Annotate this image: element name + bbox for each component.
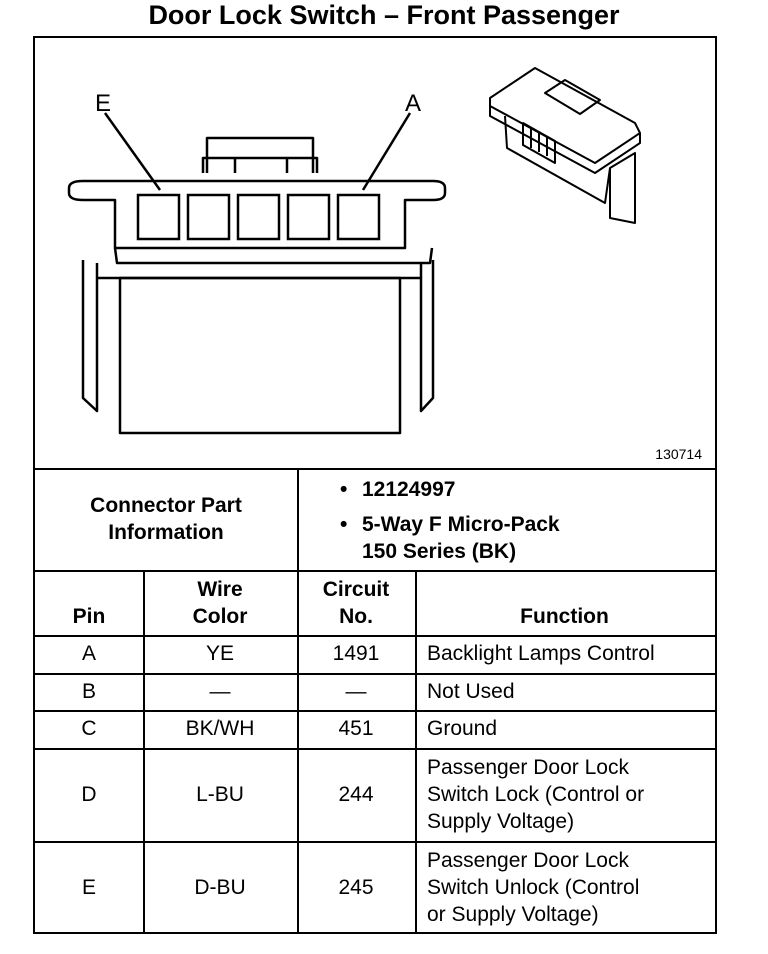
connector-drawing [35, 38, 714, 468]
pin-cavity-d [188, 195, 229, 239]
connector-info-label: Connector Part Information [90, 494, 242, 544]
row-b-wire-color: — [209, 679, 231, 703]
row-e-pin: E [81, 875, 96, 899]
pin-cavity-b [288, 195, 329, 239]
connector-info-item: • 5-Way F Micro-Pack 150 Series (BK) [340, 513, 560, 563]
connector-figure [35, 38, 714, 468]
row-a-wire-color: YE [205, 642, 234, 665]
header-wire-color: Wire Color [192, 577, 248, 628]
header-circuit: Circuit No. [322, 577, 390, 628]
row-d-pin: D [81, 782, 97, 806]
row-d-wire-color: L-BU [196, 782, 244, 806]
connector-info-list [340, 476, 560, 573]
connector-sheet [33, 36, 717, 934]
pin-label-e: E [95, 90, 112, 117]
part-number: 12124997 [362, 478, 456, 501]
pin-cavities [138, 195, 379, 239]
pin-label-a: A [405, 90, 422, 117]
pin-cavity-a [338, 195, 379, 239]
pin-cavity-c [238, 195, 279, 239]
header-function: Function [520, 604, 609, 628]
row-b-function: Not Used [427, 679, 515, 703]
header-pin: Pin [72, 604, 106, 628]
row-e-wire-color: D-BU [194, 875, 246, 899]
page-title: Door Lock Switch – Front Passenger [148, 0, 620, 30]
divider [297, 468, 299, 570]
connector-description: 5-Way F Micro-Pack 150 Series (BK) [362, 513, 560, 563]
figure-id: 130714 [655, 446, 702, 462]
row-c-circuit: 451 [338, 717, 374, 740]
row-e-circuit: 245 [338, 875, 374, 899]
row-b-circuit: — [345, 679, 367, 703]
row-e-function: Passenger Door Lock Switch Unlock (Control or Supply Voltage) [427, 849, 640, 926]
row-a-pin: A [81, 642, 96, 665]
pin-cavity-e [138, 195, 179, 239]
row-c-pin: C [81, 717, 97, 740]
row-d-circuit: 244 [338, 782, 374, 806]
row-a-circuit: 1491 [332, 642, 380, 665]
row-d-function: Passenger Door Lock Switch Lock (Control or Supply Voltage) [427, 756, 645, 833]
connector-info-item: • 12124997 [340, 478, 456, 501]
row-c-wire-color: BK/WH [185, 717, 255, 740]
row-c-function: Ground [427, 717, 498, 740]
connector-3d-view [490, 68, 640, 223]
row-b-pin: B [81, 679, 96, 703]
row-a-function: Backlight Lamps Control [427, 642, 655, 665]
